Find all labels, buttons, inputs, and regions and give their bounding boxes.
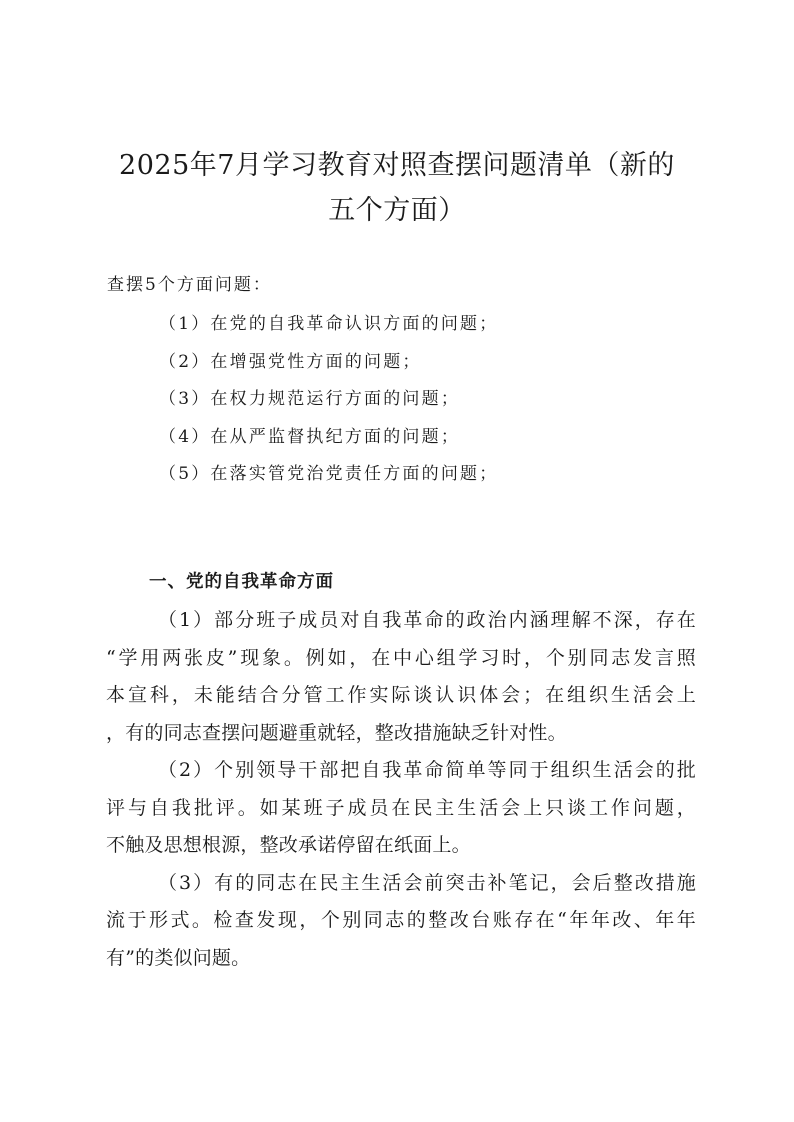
paragraph-line: 本宣科，未能结合分管工作实际谈认识体会；在组织生活会上 <box>106 684 696 706</box>
paragraph-line: （2）个别领导干部把自我革命简单等同于组织生活会的批 <box>158 759 696 781</box>
paragraph-line: （1）部分班子成员对自我革命的政治内涵理解不深，存在 <box>158 609 696 631</box>
title-line-2: 五个方面） <box>328 195 466 226</box>
paragraph-line: 评与自我批评。如某班子成员在民主生活会上只谈工作问题， <box>106 796 696 819</box>
paragraph-line: 不触及思想根源，整改承诺停留在纸面上。 <box>106 834 471 856</box>
paragraph-line: 流于形式。检查发现，个别同志的整改台账存在“年年改、年年 <box>106 909 696 931</box>
section-body <box>106 602 696 977</box>
document-title <box>100 143 694 233</box>
aspect-item: （5）在落实管党治党责任方面的问题； <box>159 464 499 484</box>
paragraph-line: “学用两张皮”现象。例如，在中心组学习时，个别同志发言照 <box>106 646 696 669</box>
title-line-1: 2025年7月学习教育对照查摆问题清单（新的 <box>119 150 675 181</box>
aspects-list <box>159 306 498 494</box>
aspect-item: （2）在增强党性方面的问题； <box>159 351 422 372</box>
aspect-item: （4）在从严监督执纪方面的问题； <box>159 426 461 447</box>
aspect-item: （1）在党的自我革命认识方面的问题； <box>159 314 499 334</box>
paragraph-line: 有”的类似问题。 <box>106 946 251 969</box>
intro-text: 查摆5个方面问题： <box>107 275 272 295</box>
paragraph-line: （3）有的同志在民主生活会前突击补笔记，会后整改措施 <box>158 871 696 894</box>
aspect-item: （3）在权力规范运行方面的问题； <box>159 389 461 409</box>
paragraph-line: ，有的同志查摆问题避重就轻，整改措施缺乏针对性。 <box>106 721 567 744</box>
section-heading: 一、党的自我革命方面 <box>149 572 334 592</box>
